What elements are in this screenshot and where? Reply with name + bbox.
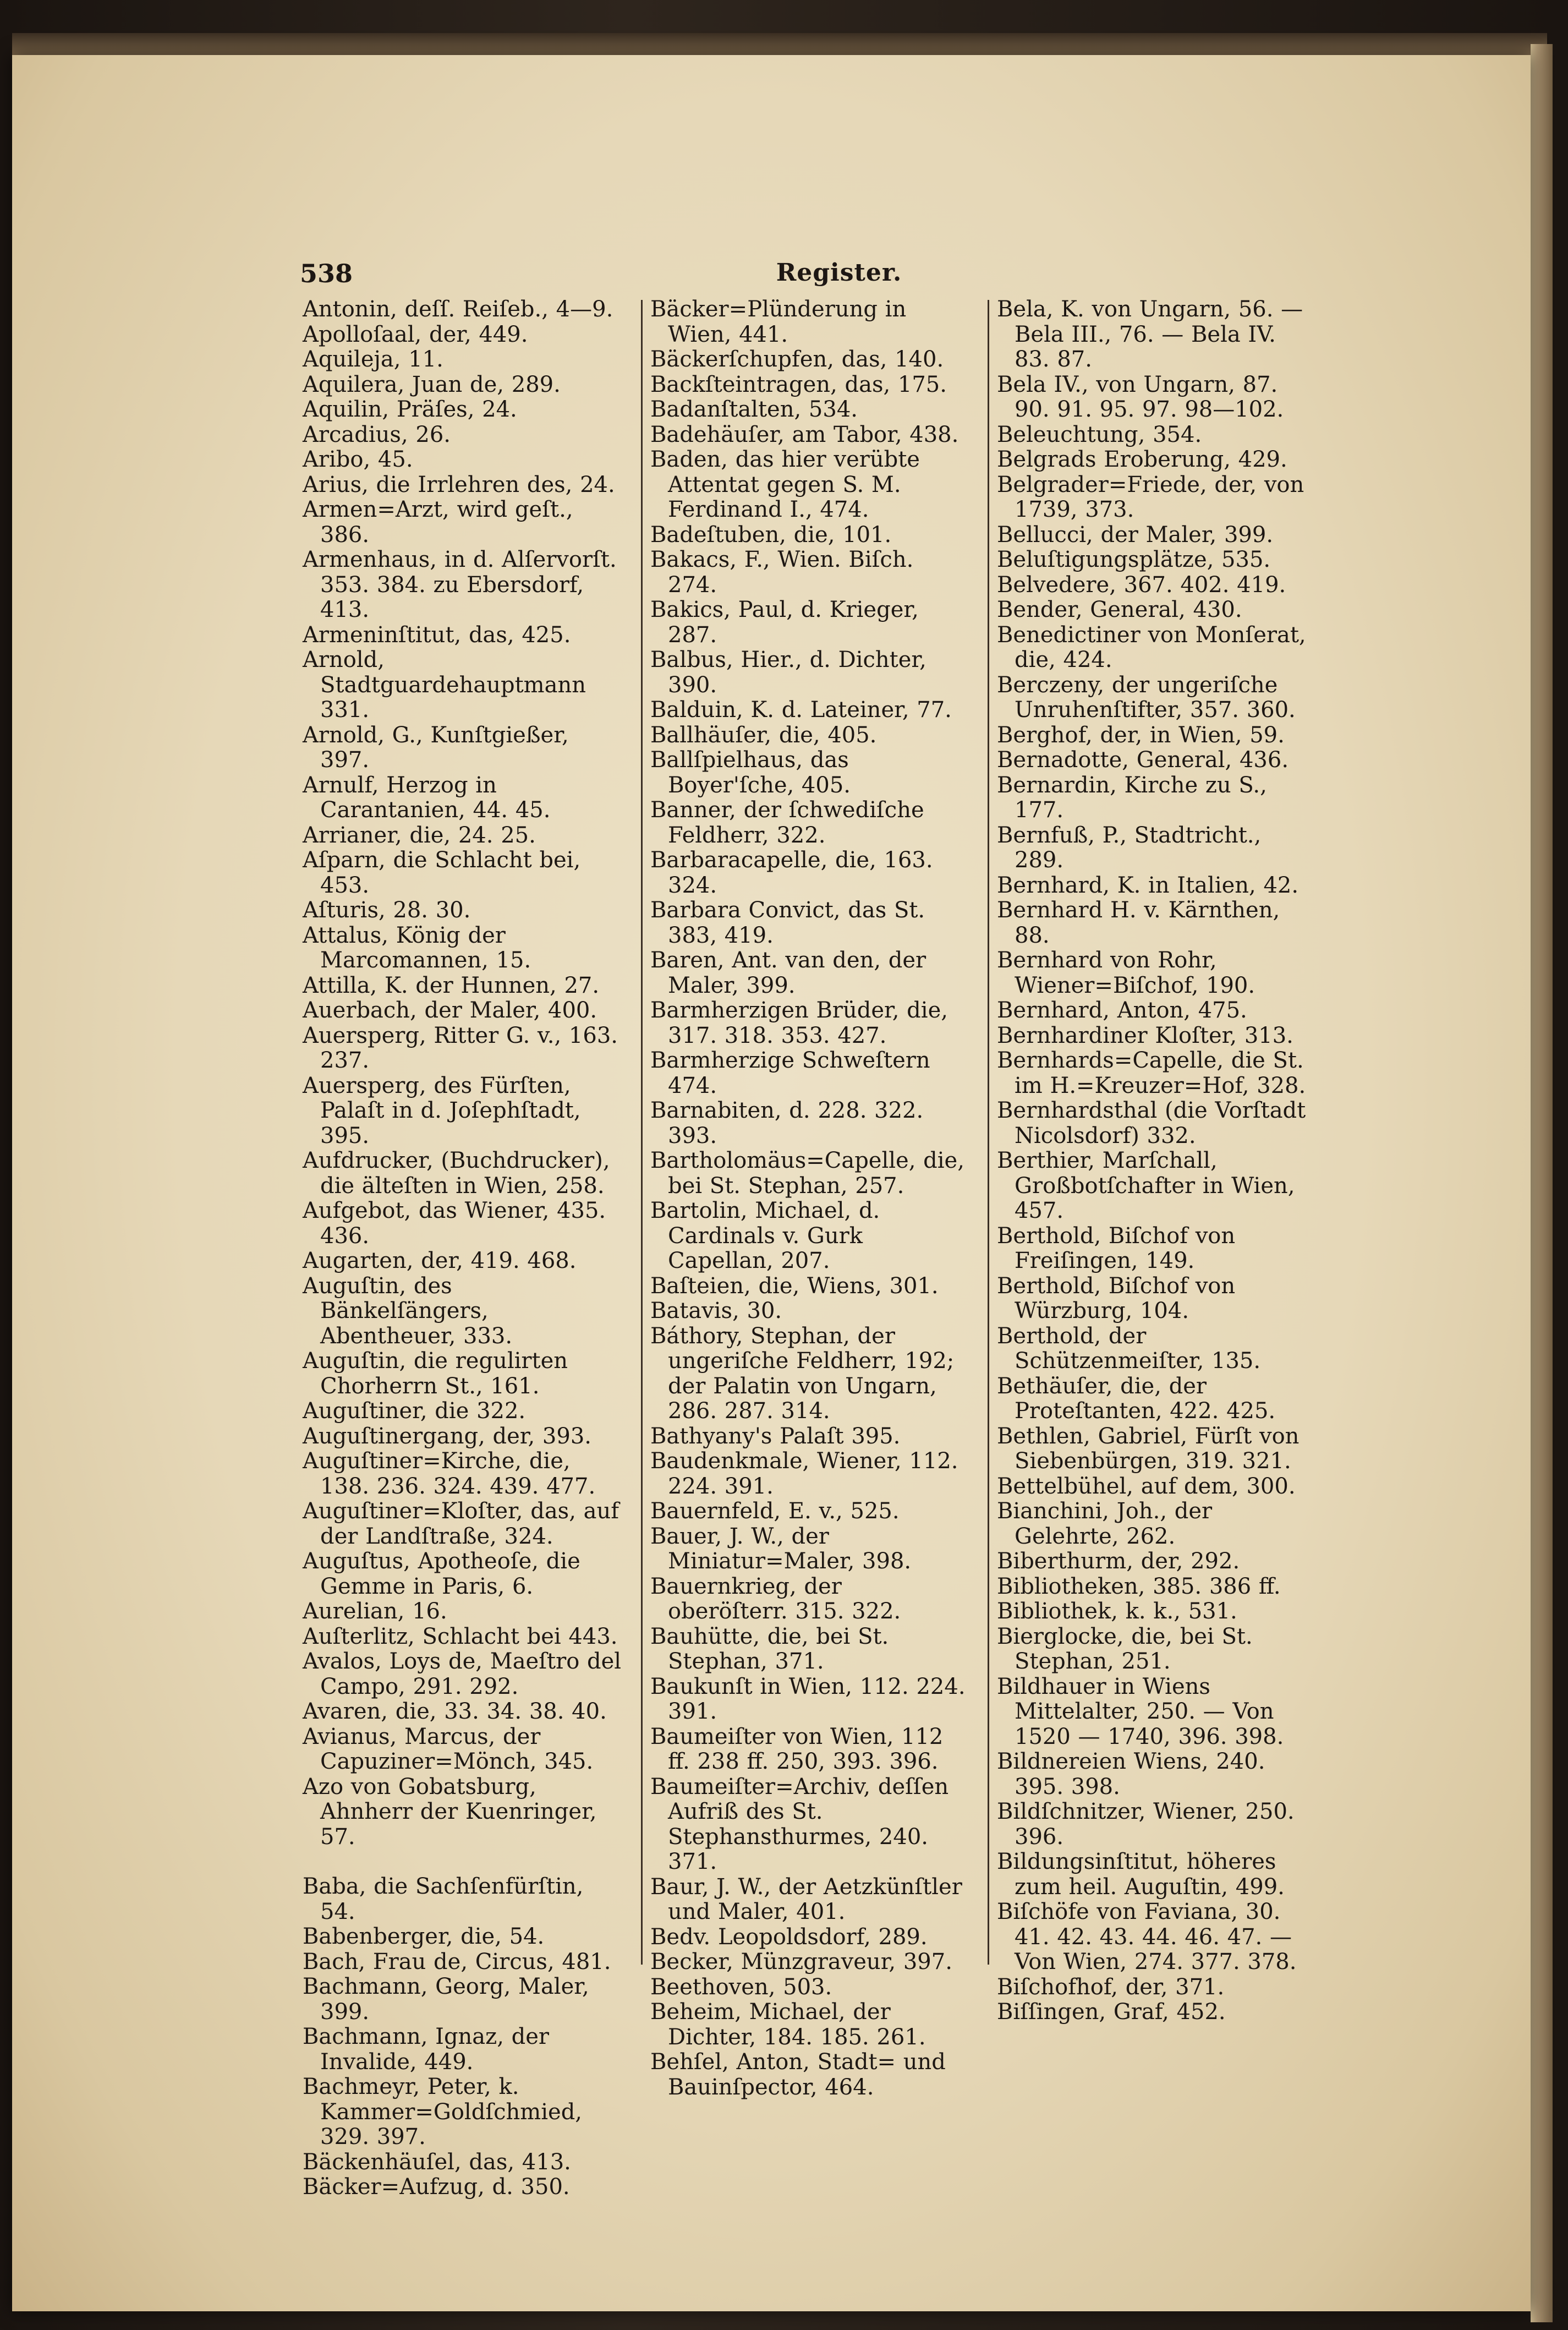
index-entry: Bathyany's Palaſt 395. xyxy=(650,1423,901,1449)
index-entry: Bernhards=Capelle, die St. im H.=Kreuzer=Hof, 328. xyxy=(997,1048,1306,1098)
index-entry: Bäckenhäuſel, das, 413. xyxy=(303,2149,571,2175)
column-rule-2 xyxy=(988,300,989,1965)
index-entry: Bartolin, Michael, d. Cardinals v. Gurk Capellan, 207. xyxy=(650,1198,880,1273)
index-entry: Auguſtinergang, der, 393. xyxy=(303,1423,591,1449)
index-entry: Barbara Convict, das St. 383, 419. xyxy=(650,898,925,948)
index-entry: Bellucci, der Maler, 399. xyxy=(997,522,1274,548)
page-top-edge xyxy=(12,33,1547,55)
index-entry: Armenhaus, in d. Alſervorſt. 353. 384. zu Ebersdorf, 413. xyxy=(303,547,617,622)
index-entry: Ballhäuſer, die, 405. xyxy=(650,722,877,748)
index-entry: Batavis, 30. xyxy=(650,1298,782,1323)
index-entry: Benedictiner von Monſerat, die, 424. xyxy=(997,622,1306,672)
index-entry: Balduin, K. d. Lateiner, 77. xyxy=(650,697,952,723)
index-entry: Bierglocke, die, bei St. Stephan, 251. xyxy=(997,1623,1253,1674)
index-entry: Bernadotte, General, 436. xyxy=(997,747,1289,773)
index-entry: Aribo, 45. xyxy=(303,447,413,472)
index-entry: Auguſtin, die regulirten Chorherrn St., 161. xyxy=(303,1348,568,1399)
index-entry: Arcadius, 26. xyxy=(303,422,451,447)
index-entry: Baukunſt in Wien, 112. 224. 391. xyxy=(650,1673,966,1724)
index-entry: Bernhard, Anton, 475. xyxy=(997,998,1247,1023)
index-entry: Auguſtiner, die 322. xyxy=(303,1398,526,1424)
index-entry: Berthold, der Schützenmeiſter, 135. xyxy=(997,1323,1261,1374)
index-entry: Arrianer, die, 24. 25. xyxy=(303,822,536,848)
index-entry: Biſſingen, Graf, 452. xyxy=(997,1999,1226,2025)
index-entry: Badanſtalten, 534. xyxy=(650,397,858,422)
index-entry: Báthory, Stephan, der ungeriſche Feldherr, 192; der Palatin von Ungarn, 286. 287. 314. xyxy=(650,1323,955,1424)
index-entry: Baudenkmale, Wiener, 112. 224. 391. xyxy=(650,1448,958,1499)
index-entry: Balbus, Hier., d. Dichter, 390. xyxy=(650,647,926,698)
index-entry: Bauhütte, die, bei St. Stephan, 371. xyxy=(650,1623,889,1674)
index-entry: Bibliothek, k. k., 531. xyxy=(997,1599,1237,1624)
index-entry: Ballſpielhaus, das Boyer'ſche, 405. xyxy=(650,747,851,798)
index-entry: Babenberger, die, 54. xyxy=(303,1924,545,1949)
index-entry: Auerbach, der Maler, 400. xyxy=(303,998,597,1023)
index-entry: Bernhardiner Kloſter, 313. xyxy=(997,1022,1293,1048)
index-entry: Berthold, Biſchof von Würzburg, 104. xyxy=(997,1273,1236,1323)
index-column-3 xyxy=(997,297,1313,2025)
index-entry: Bernardin, Kirche zu S., 177. xyxy=(997,772,1267,823)
index-entry: Auersperg, des Fürſten, Palaſt in d. Joſephſtadt, 395. xyxy=(303,1073,581,1148)
index-entry: Bauernkrieg, der oberöſterr. 315. 322. xyxy=(650,1573,901,1624)
index-entry: Barmherzige Schweſtern 474. xyxy=(650,1048,930,1098)
index-entry: Baumeiſter=Archiv, deſſen Aufriß des St. Stephansthurmes, 240. 371. xyxy=(650,1774,949,1874)
index-entry: Biſchöfe von Faviana, 30. 41. 42. 43. 44. 46. 47. — Von Wien, 274. 377. 378. xyxy=(997,1899,1297,1975)
index-entry: Bela, K. von Ungarn, 56. — Bela III., 76. — Bela IV. 83. 87. xyxy=(997,297,1303,372)
index-entry: Bauernfeld, E. v., 525. xyxy=(650,1498,900,1524)
index-entry: Bethäuſer, die, der Proteſtanten, 422. 425. xyxy=(997,1373,1276,1424)
index-column-2 xyxy=(650,297,967,2100)
index-entry: Bianchini, Joh., der Gelehrte, 262. xyxy=(997,1498,1213,1549)
index-entry: Baden, das hier verübte Attentat gegen S. M. Ferdinand I., 474. xyxy=(650,447,920,522)
page-number: 538 xyxy=(300,259,353,288)
index-entry: Bela IV., von Ungarn, 87. 90. 91. 95. 97. 98—102. xyxy=(997,371,1284,422)
index-entry: Berczeny, der ungeriſche Unruhenſtifter, 357. 360. xyxy=(997,672,1296,723)
index-entry: Baumeiſter von Wien, 112 ff. 238 ff. 250, 393. 396. xyxy=(650,1724,944,1774)
index-entry: Bildnereien Wiens, 240. 395. 398. xyxy=(997,1749,1265,1800)
index-entry: Aſturis, 28. 30. xyxy=(303,898,471,923)
index-entry: Beluſtigungsplätze, 535. xyxy=(997,547,1271,572)
index-entry: Barnabiten, d. 228. 322. 393. xyxy=(650,1098,924,1148)
index-entry: Bauer, J. W., der Miniatur=Maler, 398. xyxy=(650,1523,912,1574)
index-entry: Bildſchnitzer, Wiener, 250. 396. xyxy=(997,1799,1295,1850)
index-entry: Bernhard H. v. Kärnthen, 88. xyxy=(997,898,1280,948)
index-entry: Banner, der ſchwediſche Feldherr, 322. xyxy=(650,797,924,848)
index-entry: Bach, Frau de, Circus, 481. xyxy=(303,1949,611,1975)
index-entry: Badeſtuben, die, 101. xyxy=(650,522,892,548)
index-entry: Attalus, König der Marcomannen, 15. xyxy=(303,922,531,973)
index-entry: Bernhard, K. in Italien, 42. xyxy=(997,872,1299,898)
index-entry: Auſterlitz, Schlacht bei 443. xyxy=(303,1623,618,1649)
index-entry: Bettelbühel, auf dem, 300. xyxy=(997,1473,1296,1499)
index-entry: Berthold, Biſchof von Freiſingen, 149. xyxy=(997,1223,1236,1273)
index-entry: Auguſtus, Apotheoſe, die Gemme in Paris, 6. xyxy=(303,1549,580,1599)
index-entry: Biberthurm, der, 292. xyxy=(997,1549,1240,1574)
index-entry: Bachmeyr, Peter, k. Kammer=Goldſchmied, 329. 397. xyxy=(303,2074,583,2149)
page-header xyxy=(300,259,1378,292)
index-entry: Baur, J. W., der Aetzkünſtler und Maler, 401. xyxy=(650,1874,962,1924)
index-entry: Bäcker=Plünderung in Wien, 441. xyxy=(650,297,907,347)
index-entry: Aſparn, die Schlacht bei, 453. xyxy=(303,847,581,898)
index-entry: Augarten, der, 419. 468. xyxy=(303,1248,577,1273)
index-entry: Belvedere, 367. 402. 419. xyxy=(997,572,1286,598)
index-entry: Belgrader=Friede, der, von 1739, 373. xyxy=(997,472,1304,522)
index-entry: Bildungsinſtitut, höheres zum heil. Auguſtin, 499. xyxy=(997,1849,1285,1900)
index-entry: Baren, Ant. van den, der Maler, 399. xyxy=(650,948,926,998)
index-entry: Bibliotheken, 385. 386 ff. xyxy=(997,1573,1281,1599)
index-entry: Bäcker=Aufzug, d. 350. xyxy=(303,2174,570,2200)
index-entry: Arius, die Irrlehren des, 24. xyxy=(303,472,615,497)
index-entry: Armeninſtitut, das, 425. xyxy=(303,622,571,648)
index-entry: Bäckerſchupfen, das, 140. xyxy=(650,347,944,372)
index-entry: Avaren, die, 33. 34. 38. 40. xyxy=(303,1699,607,1724)
index-entry: Armen=Arzt, wird geſt., 386. xyxy=(303,497,573,548)
index-entry: Aurelian, 16. xyxy=(303,1599,447,1624)
index-entry: Biſchofhof, der, 371. xyxy=(997,1974,1225,2000)
index-entry: Bartholomäus=Capelle, die, bei St. Stephan, 257. xyxy=(650,1148,964,1199)
index-entry: Becker, Münzgraveur, 397. xyxy=(650,1949,952,1975)
index-entry: Bakics, Paul, d. Krieger, 287. xyxy=(650,597,919,648)
index-entry: Arnold, Stadtguardehauptmann 331. xyxy=(303,647,586,723)
index-entry: Bender, General, 430. xyxy=(997,597,1242,622)
index-entry: Beheim, Michael, der Dichter, 184. 185. 261. xyxy=(650,1999,926,2050)
index-entry: Aquilin, Präſes, 24. xyxy=(303,397,517,422)
index-entry: Bernfuß, P., Stadtricht., 289. xyxy=(997,822,1262,873)
page-right-edge xyxy=(1531,44,1553,2322)
index-entry: Arnold, G., Kunſtgießer, 397. xyxy=(303,722,569,773)
index-entry: Auersperg, Ritter G. v., 163. 237. xyxy=(303,1022,618,1073)
index-entry: Beleuchtung, 354. xyxy=(997,422,1202,447)
index-column-1 xyxy=(303,297,622,2200)
running-title: Register. xyxy=(776,259,902,287)
index-entry: Azo von Gobatsburg, Ahnherr der Kuenringer, 57. xyxy=(303,1774,597,1850)
index-entry: Apolloſaal, der, 449. xyxy=(303,321,528,347)
index-entry: Bernhardsthal (die Vorſtadt Nicolsdorf) 332. xyxy=(997,1098,1306,1148)
index-entry: Arnulf, Herzog in Carantanien, 44. 45. xyxy=(303,772,551,823)
index-entry: Berthier, Marſchall, Großbotſchafter in Wien, 457. xyxy=(997,1148,1295,1223)
index-entry: Baba, die Sachſenfürſtin, 54. xyxy=(303,1874,584,1924)
index-entry: Behſel, Anton, Stadt= und Bauinſpector, 464. xyxy=(650,2049,946,2100)
index-entry: Berghof, der, in Wien, 59. xyxy=(997,722,1285,748)
index-entry: Barmherzigen Brüder, die, 317. 318. 353. 427. xyxy=(650,998,948,1048)
index-entry: Beethoven, 503. xyxy=(650,1974,832,2000)
index-entry: Aquilera, Juan de, 289. xyxy=(303,371,561,397)
column-rule-1 xyxy=(641,300,643,1965)
index-entry: Auguſtiner=Kirche, die, 138. 236. 324. 439. 477. xyxy=(303,1448,596,1499)
index-entry: Bachmann, Georg, Maler, 399. xyxy=(303,1974,589,2025)
index-entry: Badehäuſer, am Tabor, 438. xyxy=(650,422,959,447)
index-entry: Belgrads Eroberung, 429. xyxy=(997,447,1287,472)
index-entry: Aufgebot, das Wiener, 435. 436. xyxy=(303,1198,606,1249)
index-entry: Bildhauer in Wiens Mittelalter, 250. — Von 1520 — 1740, 396. 398. xyxy=(997,1673,1284,1749)
index-entry: Aquileja, 11. xyxy=(303,347,443,372)
index-entry: Auguſtin, des Bänkelſängers, Abentheuer, 333. xyxy=(303,1273,513,1349)
index-entry: Bethlen, Gabriel, Fürſt von Siebenbürgen, 319. 321. xyxy=(997,1423,1300,1474)
index-entry: Bachmann, Ignaz, der Invalide, 449. xyxy=(303,2024,550,2075)
index-entry: Avalos, Loys de, Maeſtro del Campo, 291. 292. xyxy=(303,1649,622,1699)
index-entry: Barbaracapelle, die, 163. 324. xyxy=(650,847,933,898)
index-entry: Auguſtiner=Kloſter, das, auf der Landſtraße, 324. xyxy=(303,1498,619,1549)
index-entry: Bedv. Leopoldsdorf, 289. xyxy=(650,1924,928,1950)
index-entry: Attilla, K. der Hunnen, 27. xyxy=(303,972,600,998)
section-gap xyxy=(303,1850,622,1874)
index-entry: Aufdrucker, (Buchdrucker), die älteſten in Wien, 258. xyxy=(303,1148,610,1199)
index-entry: Antonin, deſſ. Reiſeb., 4—9. xyxy=(303,297,613,322)
index-entry: Bernhard von Rohr, Wiener=Biſchof, 190. xyxy=(997,948,1256,998)
index-entry: Bakacs, F., Wien. Biſch. 274. xyxy=(650,547,914,598)
index-entry: Baſteien, die, Wiens, 301. xyxy=(650,1273,939,1299)
index-entry: Avianus, Marcus, der Capuziner=Mönch, 345. xyxy=(303,1724,594,1774)
index-entry: Backſteintragen, das, 175. xyxy=(650,371,947,397)
